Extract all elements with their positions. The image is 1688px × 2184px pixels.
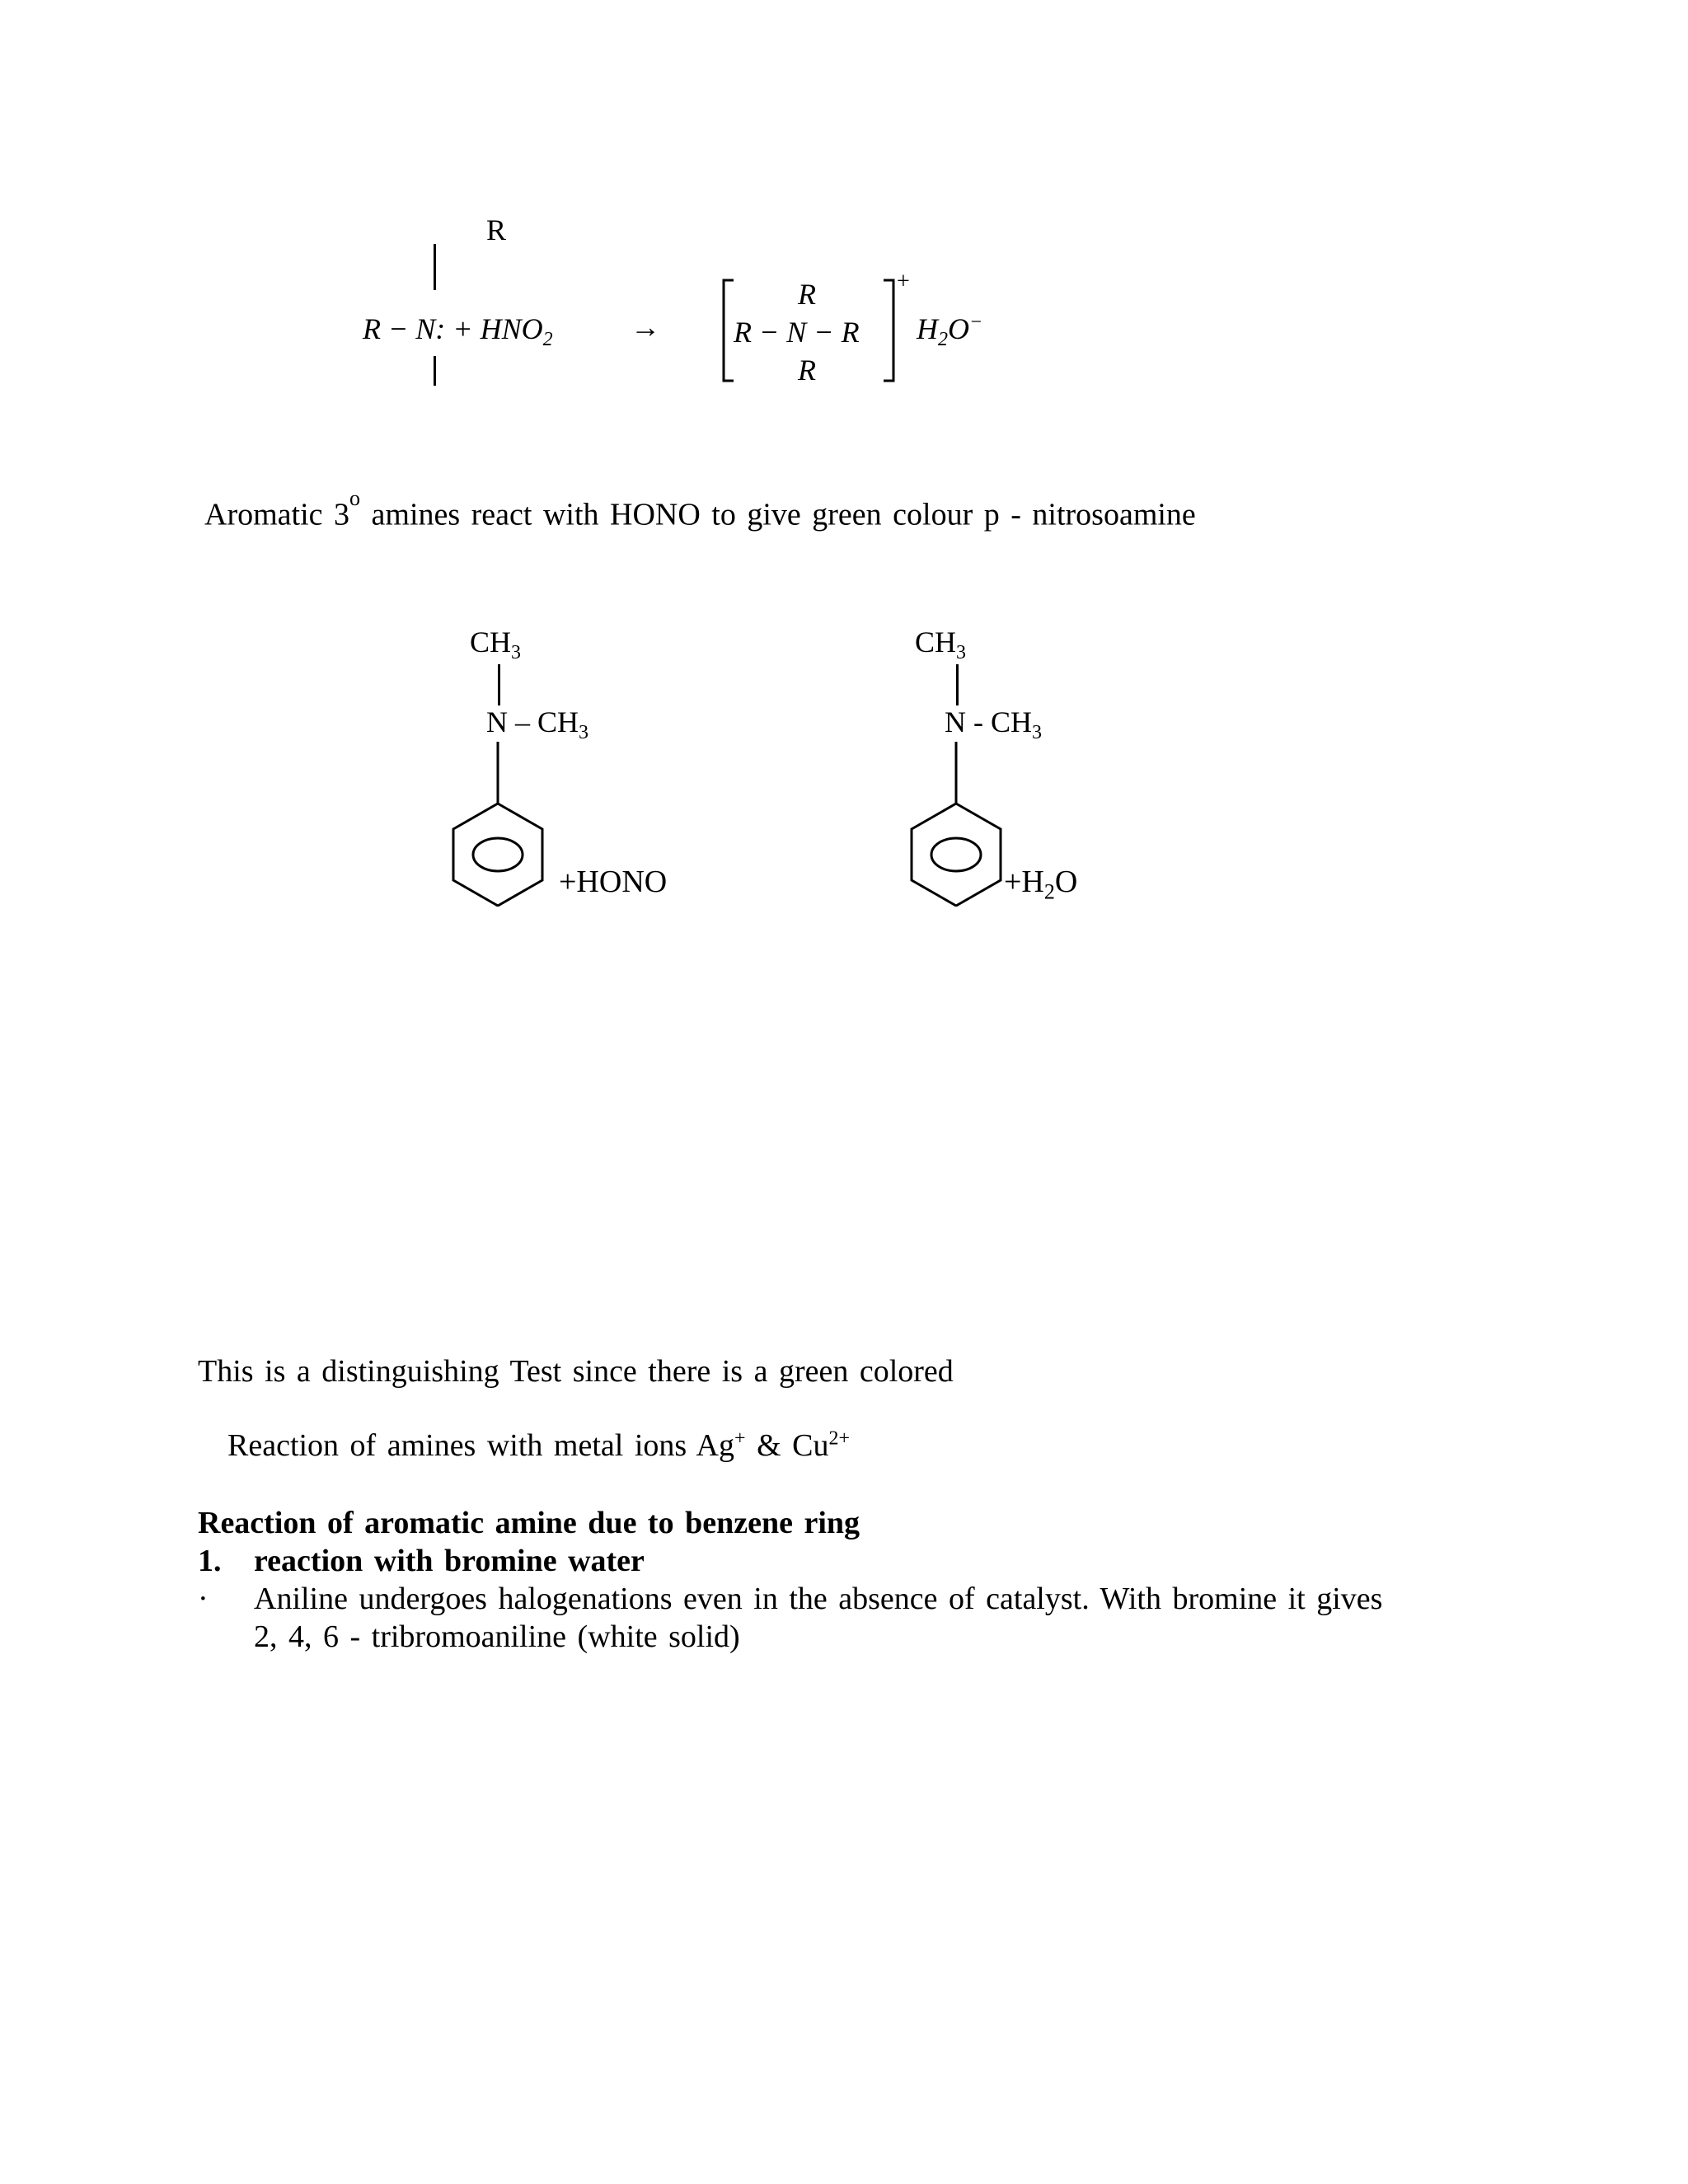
eq1-charge: + [897, 269, 910, 294]
aromatic-statement: Aromatic 3$^o$ amines react with HONO to give green colour p - nitrosoamine [204, 486, 1196, 532]
list-item-1 [198, 1543, 222, 1579]
right-ch3-top: $CH_3$ [915, 626, 967, 664]
eq1-arrow: → [631, 311, 660, 344]
list-number: 1. [198, 1544, 222, 1578]
eq1-bond-down [434, 356, 436, 386]
eq1-bracket-bot-r: R [798, 354, 816, 387]
eq1-counter-ion: $H_2O^-$ [917, 312, 983, 351]
section-heading: Reaction of aromatic amine due to benzene ring [198, 1506, 860, 1540]
left-reagent: +HONO [559, 865, 668, 899]
right-benzene-ring [893, 742, 1009, 907]
right-n-ch3: N - $CH_3$ [945, 705, 1042, 744]
bullet-mark: · [198, 1582, 209, 1616]
eq1-top-r: R [486, 213, 507, 246]
right-reagent: $+H_2O$ [1004, 865, 1078, 904]
left-bond-ch3 [498, 664, 500, 705]
eq1-lhs: R − N: + $HNO_2$ [363, 312, 553, 351]
distinguishing-test-text: This is a distinguishing Test since there is a green colored [198, 1354, 954, 1389]
metal-ions-text: Reaction of amines with metal ions Ag+ & $Cu^{2+}$ [227, 1427, 851, 1463]
eq1-bracket-mid: R − N − R [734, 316, 860, 349]
left-n-ch3: N – $CH_3$ [486, 705, 589, 744]
bullet-line-1: Aniline undergoes halogenations even in the absence of catalyst. With bromine it gives [254, 1582, 1383, 1616]
list-item-1-text: reaction with bromine water [254, 1544, 645, 1578]
left-benzene-ring [435, 742, 551, 907]
eq1-bracket-top-r: R [798, 278, 816, 311]
left-ch3-top: $CH_3$ [470, 626, 522, 664]
right-bond-ch3 [956, 664, 959, 705]
bullet-line-2: 2, 4, 6 - tribromoaniline (white solid) [254, 1619, 740, 1654]
eq1-bond-up [434, 244, 436, 290]
